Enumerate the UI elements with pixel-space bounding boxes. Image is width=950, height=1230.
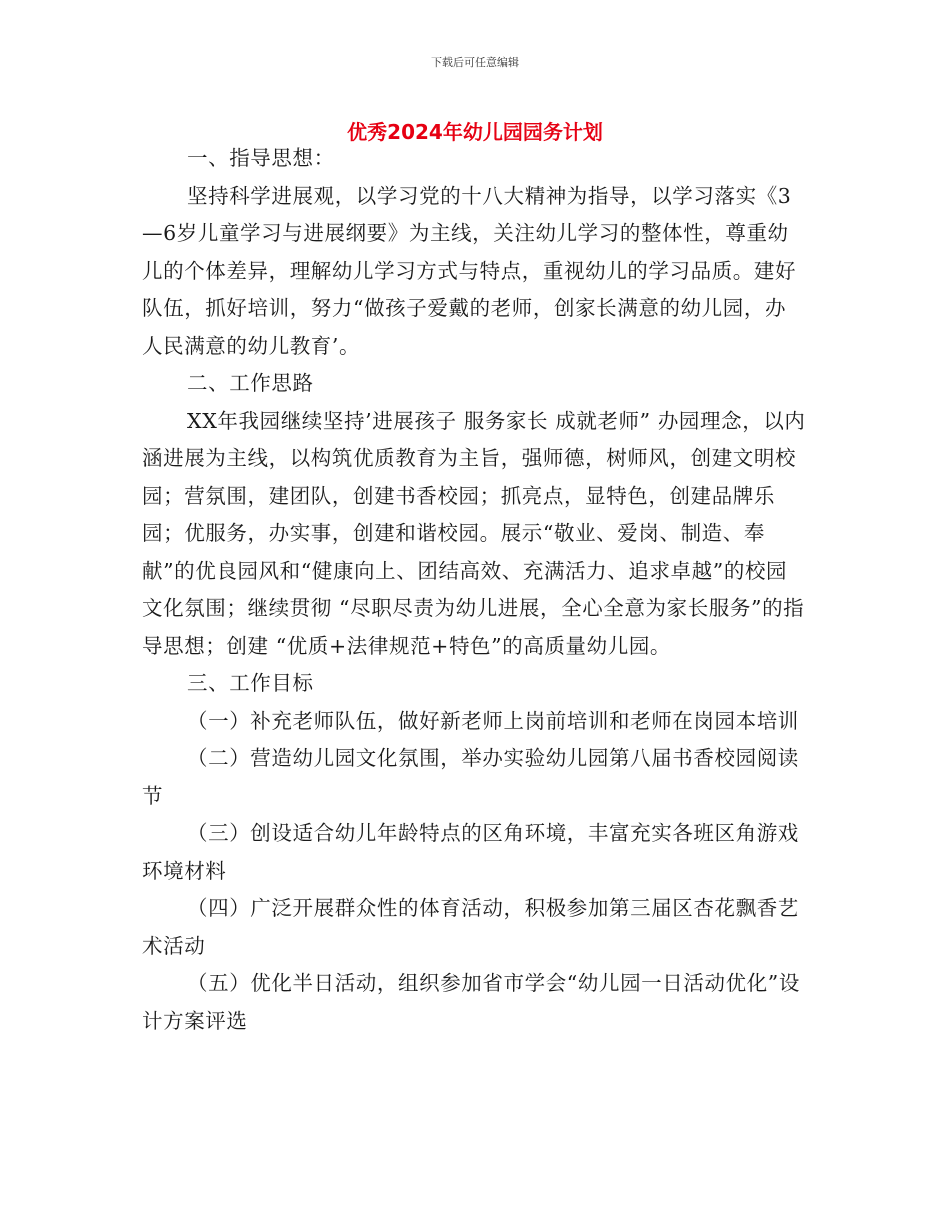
section-1-heading: 一、指导思想： [187,146,335,170]
goal-item-3: （三）创设适合幼儿年龄特点的区角环境，丰富充实各班区角游戏环境材料 [142,821,799,883]
section-2-heading: 二、工作思路 [187,371,314,395]
section-2-body: XX年我园继续坚持’进展孩子 服务家长 成就老师” 办园理念，以内涵进展为主线，以构筑优质教育为主旨，强师德，树师风，创建文明校园；营氛围，建团队，创建书香校园；抓亮点，显特色，创建品牌乐园；优服务，办实事，创建和谐校园。展示“敬业、爱岗、制造、奉献”的优良园风和“健康向上、团结高效、充满活力、追求卓越”的校园文化氛围；继续贯彻 “尽职尽责为幼儿进展，全心全意为家长服务”的指导思想；创建 “优质+法律规范+特色”的高质量幼儿园。 [142,408,806,658]
section-1-body: 坚持科学进展观，以学习党的十八大精神为指导，以学习落实《3—6岁儿童学习与进展纲要》为主线，关注幼儿学习的整体性，尊重幼儿的个体差异，理解幼儿学习方式与特点，重视幼儿的学习品质。建好队伍，抓好培训，努力“做孩子爱戴的老师，创家长满意的幼儿园，办人民满意的幼儿教育’。 [142,183,797,358]
goal-item-5: （五）优化半日活动，组织参加省市学会“幼儿园一日活动优化”设计方案评选 [142,971,800,1033]
section-3-heading: 三、工作目标 [187,671,314,695]
document-body [142,140,807,1040]
header-note: 下载后可任意编辑 [431,56,519,69]
document-title: 优秀2024年幼儿园园务计划 [347,120,603,144]
goal-item-4: （四）广泛开展群众性的体育活动，积极参加第三届区杏花飘香艺术活动 [142,896,799,958]
goal-item-1: （一）补充老师队伍，做好新老师上岗前培训和老师在岗园本培训 [187,708,799,733]
goal-item-2: （二）营造幼儿园文化氛围，举办实验幼儿园第八届书香校园阅读节 [142,746,799,808]
